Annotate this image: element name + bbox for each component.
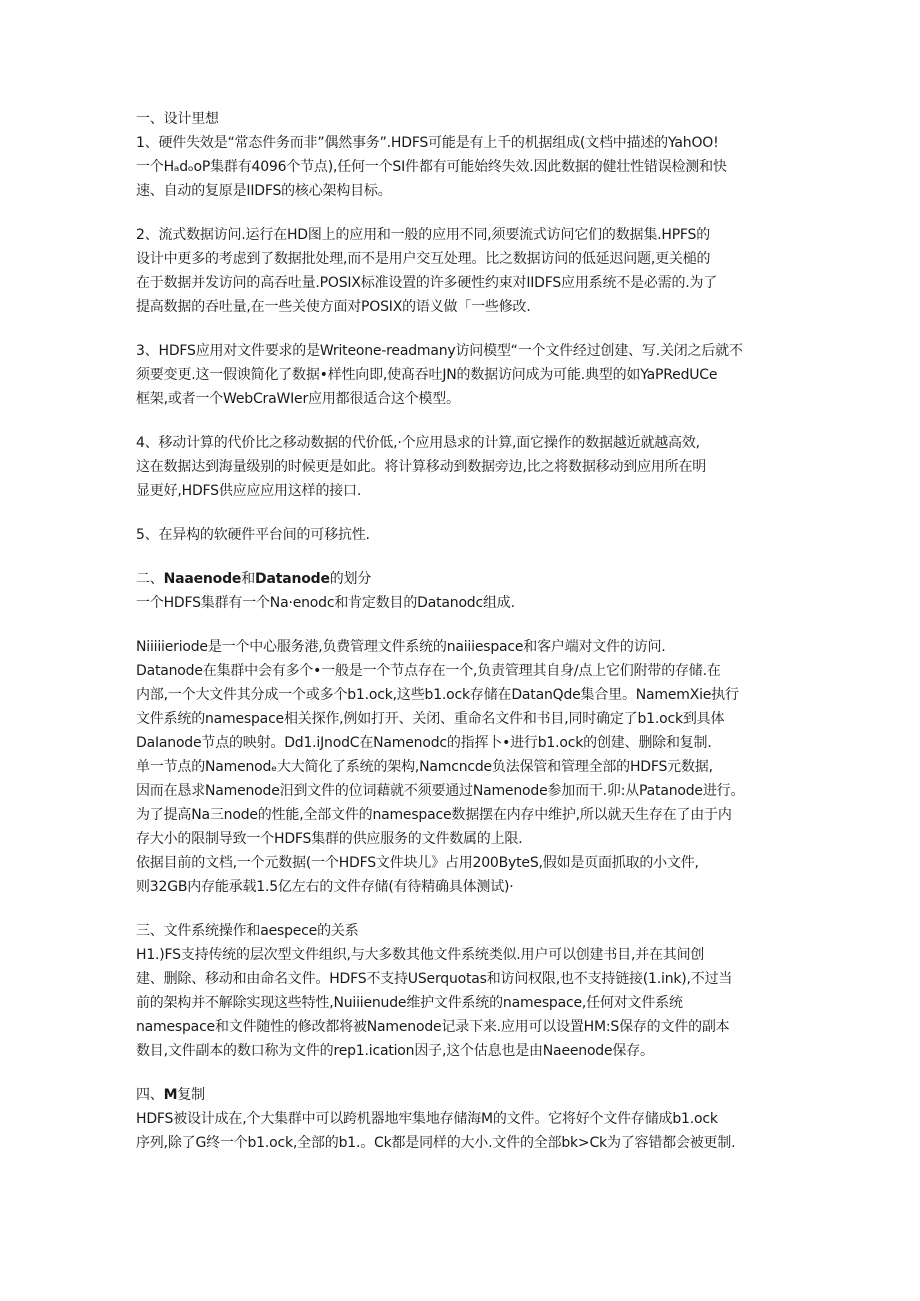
section-1-title: 一、设计里想 — [136, 111, 219, 127]
section-2-intro: 一个HDFS集群有一个Na·enodc和肯定数目的Datanodc组成. — [136, 595, 515, 611]
text-line: 设计中更多的考虑到了数据批处理,而不是用户交互处理。比之数据访问的低延迟问题,更关槌的 — [136, 251, 711, 267]
text-line: 3、HDFS应用对文件要求的是Writeone-readmany访问模型“一个文件经过创建、写.关闭之后就不 — [136, 343, 743, 359]
text-line: DaIanode节点的映射。Dd1.iJnodC在Namenodc的指挥卜•进行b1.ock的创建、删除和复制. — [136, 735, 712, 751]
section-3-paragraph-1 — [136, 943, 800, 1063]
text-line: Datanode在集群中会有多个•一般是一个节点存在一个,负责管理其自身/点上它们附带的存储.在 — [136, 663, 721, 679]
text-line: 一个HₐdₒoP集群有4096个节点),任何一个SI件都有可能始终失效.因此数据的健壮性错误检测和快 — [136, 159, 727, 175]
text-line: 1、硬件失效是“常态件务而非”偶然事务”.HDFS可能是有上千的机据组成(文档中描述的YahOO! — [136, 135, 719, 151]
section-2-title — [136, 567, 800, 591]
section-1-paragraph-2 — [136, 223, 800, 319]
text-line: 因而在恳求Namenode汨到文件的位词藉就不须要通过Namenode参加而干.卯:从Patanode进行。 — [136, 783, 745, 799]
text-line: namespace和文件随性的修改都将被Namenode记录下来.应用可以设置HM:S保存的文件的副本 — [136, 1019, 730, 1035]
section-2-title-datanode: Datanode — [255, 571, 330, 587]
text-line: 在于数据并发访问的高吞吐量.POSIX标准设置的许多硬性约束对IIDFS应用系统不是必需的.为了 — [136, 275, 718, 291]
section-4-title-suffix: 复制 — [177, 1087, 205, 1103]
text-line: 为了提高Na三node的性能,全部文件的namespace数据摆在内存中维护,所以就天生存在了由于内 — [136, 807, 732, 823]
text-line: 速、自动的复原是IIDFS的核心架构目标。 — [136, 183, 392, 199]
text-line: 文件系统的namespace相关探作,例如打开、关闭、重命名文件和书目,同时确定了b1.ock到具体 — [136, 711, 725, 727]
text-line: HDFS被设计成在,个大集群中可以跨机器地牢集地存储海M的文件。它将好个文件存储成b1.ock — [136, 1111, 718, 1127]
section-1-paragraph-3 — [136, 339, 800, 411]
text-line: 这在数据达到海量级别的时候更是如此。将计算移动到数据旁边,比之将数据移动到应用所在明 — [136, 459, 707, 475]
section-1-paragraph-5: 5、在异构的软硬件平台间的可移抗性. — [136, 527, 370, 543]
text-line: 序列,除了G终一个b1.ock,全部的b1.。Ck都是同样的大小.文件的全部bk>Ck为了容错都会被更制. — [136, 1135, 736, 1151]
text-line: 建、删除、移动和由命名文件。HDFS不支持USerquotas和访问权限,也不支持链接(1.ink),不过当 — [136, 971, 733, 987]
section-1-paragraph-4 — [136, 431, 800, 503]
section-3-title: 三、文件系统操作和aespece的关系 — [136, 923, 359, 939]
text-line: 4、移动计算的代价比之移动数据的代价低,·个应用恳求的计算,面它操作的数据越近就越高效, — [136, 435, 700, 451]
text-line: 须要变更.这一假谀简化了数据•样性向即,使髙吞吐JN的数据访问成为可能.典型的如YaPRedUCe — [136, 367, 718, 383]
text-line: 前的架构并不解除实现这些特性,Nuiiienude维护文件系统的namespace,任何对文件系统 — [136, 995, 683, 1011]
text-line: 依据目前的文档,一个元数据(一个HDFS文件块儿》占用200ByteS,假如是页面抓取的小文件, — [136, 855, 699, 871]
text-line: 则32GB内存能承载1.5亿左右的文件存储(有待精确具体测试)· — [136, 879, 514, 895]
section-2-title-mid: 和 — [241, 571, 256, 587]
section-2-paragraph-2 — [136, 635, 800, 899]
section-2-title-suffix: 的划分 — [329, 571, 372, 587]
section-1-paragraph-1 — [136, 131, 800, 203]
section-4-title-prefix: 四、 — [136, 1087, 164, 1103]
section-2-title-prefix: 二、 — [136, 571, 164, 587]
section-4-title-bold: M — [163, 1087, 178, 1103]
text-line: 框架,或者一个WebCraWIer应用都很适合这个模型。 — [136, 391, 460, 407]
text-line: 单一节点的Namenodₑ大大简化了系统的架构,Namcncde负法保管和管理全部的HDFS元数据, — [136, 759, 713, 775]
section-4-paragraph-1 — [136, 1107, 800, 1155]
text-line: 内部,一个大文件其分成一个或多个b1.ock,这些b1.ock存储在DatanQde集合里。NamemXie执行 — [136, 687, 739, 703]
text-line: H1.)FS支持传统的层次型文件组织,与大多数其他文件系统类似.用户可以创建书目,并在其间创 — [136, 947, 705, 963]
text-line: 显更好,HDFS供应应应用这样的接口. — [136, 483, 362, 499]
text-line: 2、流式数据访问.运行在HD图上的应用和一般的应用不同,须要流式访问它们的数据集.HPFS的 — [136, 227, 711, 243]
text-line: 提高数据的吞吐量,在一些关使方面对POSIX的语义做「一些修改. — [136, 299, 531, 315]
section-2-title-namenode: Naaenode — [163, 571, 242, 587]
text-line: 存大小的限制导致一个HDFS集群的供应服务的文件数属的上限. — [136, 831, 523, 847]
section-4-title — [136, 1083, 800, 1107]
text-line: 数目,文件副本的数口称为文件的rep1.ication因子,这个估息也是由Naeenode保存。 — [136, 1043, 654, 1059]
text-line: Niiiiieriode是一个中心服务港,负费管理文件系统的naiiiespace和客户端对文件的访问. — [136, 639, 666, 655]
